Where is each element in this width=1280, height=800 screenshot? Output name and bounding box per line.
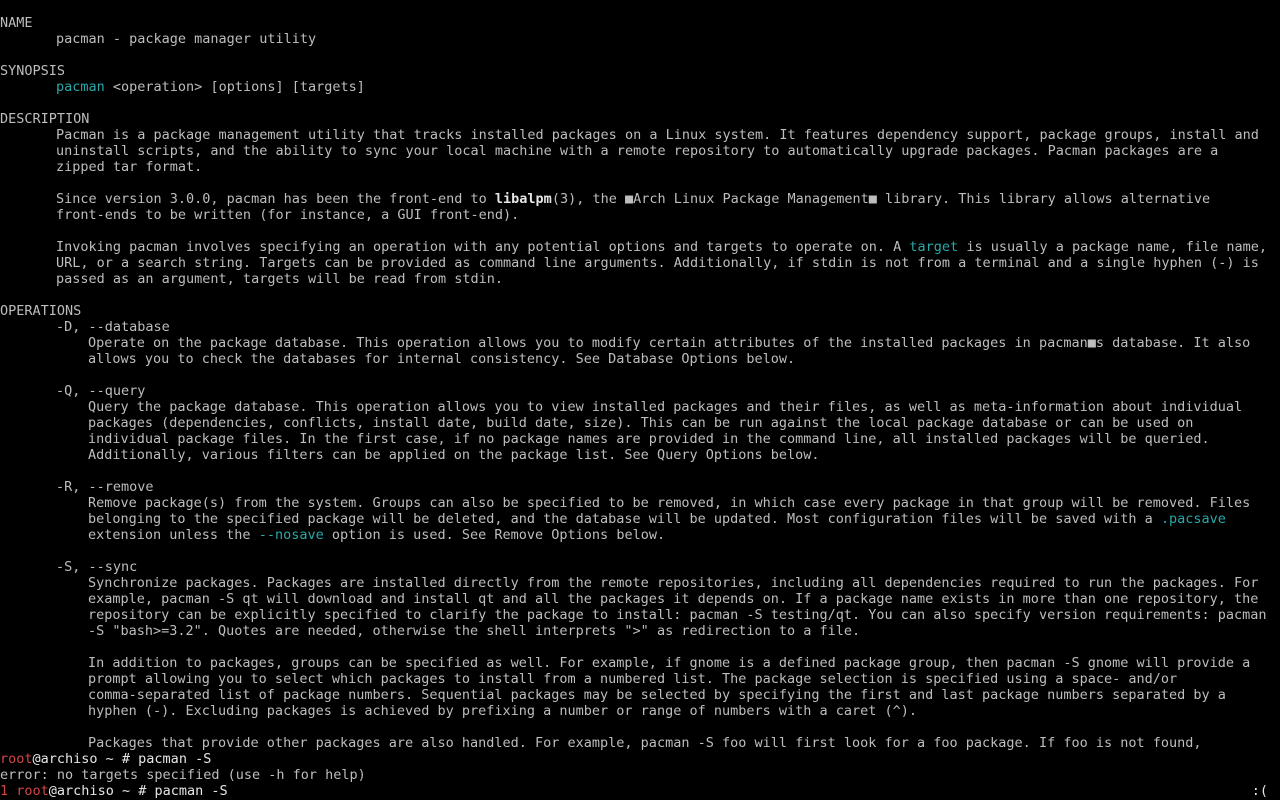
op-sync-line: example, pacman -S qt will download and install qt and all the packages it depends on. If a package name exists in more than one repository, the: [88, 591, 1259, 607]
desc-p2-line: front-ends to be written (for instance, a GUI front-end).: [56, 207, 520, 223]
synopsis-line: [56, 79, 365, 95]
status-indicator: :(: [1251, 783, 1268, 799]
libalpm-ref: libalpm: [494, 191, 552, 207]
shell-input-line[interactable]: [0, 783, 1280, 799]
pacsave-term: .pacsave: [1160, 511, 1226, 527]
op-query-line: Query the package database. This operation allows you to view installed packages and their files, as well as meta-information about individual: [88, 399, 1243, 415]
section-heading-operations: OPERATIONS: [0, 303, 82, 319]
name-line: pacman - package manager utility: [56, 31, 317, 47]
op-sync-line: Synchronize packages. Packages are installed directly from the remote repositories, including all dependencies required to run the packages. For: [88, 575, 1259, 591]
desc-p1-line: Pacman is a package management utility that tracks installed packages on a Linux system. It features dependency support, package groups, install and: [56, 127, 1259, 143]
desc-p1-line: uninstall scripts, and the ability to sync your local machine with a remote repository to automatically upgrade packages. Pacman packages are a: [56, 143, 1219, 159]
op-query-line: individual package files. In the first case, if no package names are provided in the command line, all installed packages will be queried.: [88, 431, 1210, 447]
op-remove-text: extension unless the: [88, 527, 259, 543]
target-term: target: [909, 239, 959, 255]
op-database-line: allows you to check the databases for internal consistency. See Database Options below.: [88, 351, 796, 367]
nosave-option: --nosave: [258, 527, 324, 543]
shell-prompt-line: [0, 751, 211, 767]
synopsis-command: pacman: [56, 79, 105, 95]
desc-p3-line: URL, or a search string. Targets can be provided as command line arguments. Additionally, if stdin is not from a terminal and a single hyphen (-) is: [56, 255, 1259, 271]
desc-p2-text: Since version 3.0.0, pacman has been the front-end to: [56, 191, 495, 207]
section-heading-synopsis: SYNOPSIS: [0, 63, 66, 79]
op-sync-p2-line: prompt allowing you to select which packages to install from a numbered list. The package selection is specified using a space- and/or: [88, 671, 1178, 687]
prompt-user: root: [16, 783, 49, 799]
op-database-line: Operate on the package database. This operation allows you to modify certain attributes of the installed packages in pacman■s database. It also: [88, 335, 1251, 351]
desc-p1-line: zipped tar format.: [56, 159, 203, 175]
op-sync-p2-line: comma-separated list of package numbers. Sequential packages may be selected by specifying the first and last package numbers separated by a: [88, 687, 1226, 703]
desc-p3-line: passed as an argument, targets will be read from stdin.: [56, 271, 504, 287]
op-sync-p2-line: In addition to packages, groups can be specified as well. For example, if gnome is a defined package group, then pacman -S gnome will provide a: [88, 655, 1251, 671]
prompt-command[interactable]: @archiso ~ # pacman -S: [48, 783, 228, 799]
op-sync-line: -S "bash>=3.2". Quotes are needed, otherwise the shell interprets ">" as redirection to a file.: [88, 623, 861, 639]
op-query-line: packages (dependencies, conflicts, install date, build date, size). This can be run against the local package database or can be used on: [88, 415, 1194, 431]
desc-p3-line: [56, 239, 1267, 255]
op-sync-p2-line: hyphen (-). Excluding packages is achieved by prefixing a number or range of numbers with a caret (^).: [88, 703, 918, 719]
op-sync-p3-line: Packages that provide other packages are also handled. For example, pacman -S foo will first look for a foo package. If foo is not found,: [88, 735, 1202, 751]
section-heading-description: DESCRIPTION: [0, 111, 90, 127]
prompt-command: @archiso ~ # pacman -S: [32, 751, 212, 767]
op-sync-line: repository can be explicitly specified to clarify the package to install: pacman -S testing/qt. You can also specify version requirements: pacman: [88, 607, 1267, 623]
op-remove-text: belonging to the specified package will be deleted, and the database will be updated. Most configuration files will be saved with a: [88, 511, 1161, 527]
op-remove-line: Remove package(s) from the system. Groups can also be specified to be removed, in which case every package in that group will be removed. Files: [88, 495, 1251, 511]
desc-p3-text: Invoking pacman involves specifying an operation with any potential options and targets to operate on. A: [56, 239, 910, 255]
desc-p2-text: (3), the ■Arch Linux Package Management■ library. This library allows alternative: [551, 191, 1211, 207]
op-sync-title: -S, --sync: [56, 559, 138, 575]
op-database-title: -D, --database: [56, 319, 170, 335]
synopsis-args: <operation> [options] [targets]: [104, 79, 365, 95]
exit-status: 1: [0, 783, 9, 799]
prompt-user: root: [0, 751, 33, 767]
op-remove-line: [88, 527, 665, 543]
op-query-line: Additionally, various filters can be applied on the package list. See Query Options below.: [88, 447, 820, 463]
op-remove-title: -R, --remove: [56, 479, 154, 495]
section-heading-name: NAME: [0, 15, 33, 31]
op-remove-text: option is used. See Remove Options below.: [323, 527, 666, 543]
op-remove-line: [88, 511, 1226, 527]
op-query-title: -Q, --query: [56, 383, 146, 399]
error-message: error: no targets specified (use -h for help): [0, 767, 366, 783]
desc-p2-line: [56, 191, 1210, 207]
desc-p3-text: is usually a package name, file name,: [958, 239, 1268, 255]
